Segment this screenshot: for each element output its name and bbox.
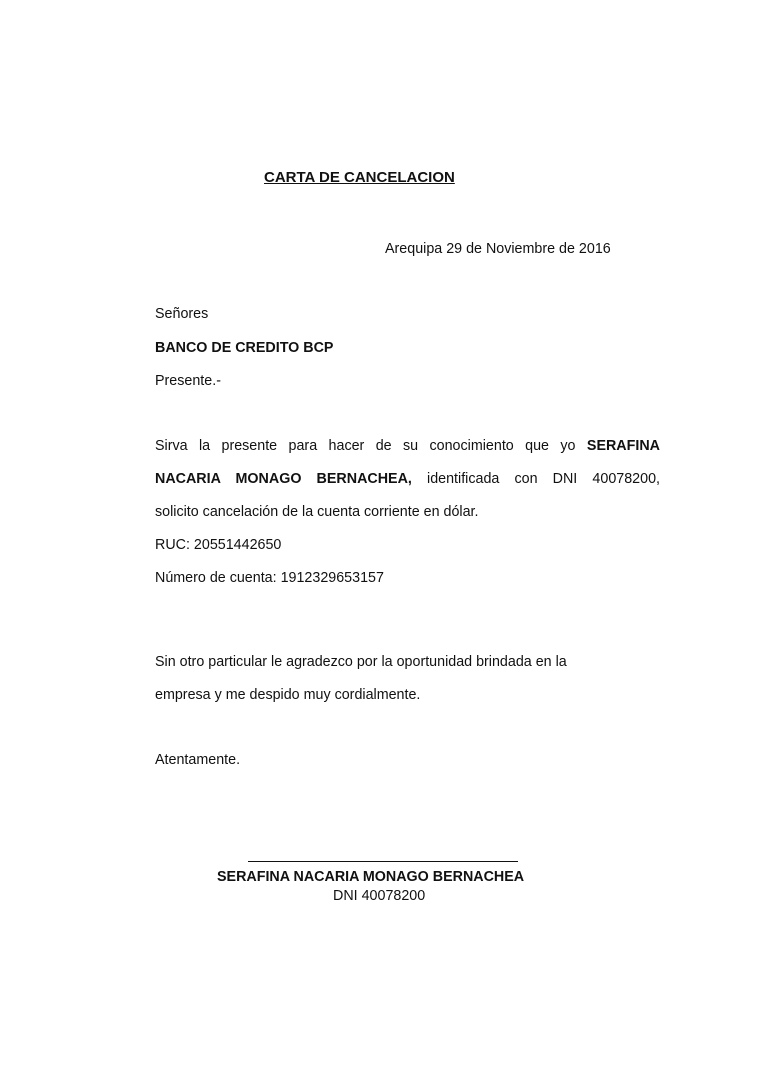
salutation: Señores <box>155 306 209 322</box>
signature-dni: DNI 40078200 <box>333 888 426 904</box>
regards: Atentamente. <box>155 752 241 768</box>
presente: Presente.- <box>155 373 221 389</box>
body-name-bold: NACARIA MONAGO BERNACHEA, <box>155 471 412 487</box>
recipient: BANCO DE CREDITO BCP <box>155 340 334 356</box>
body-line-2 <box>155 471 660 488</box>
closing-line-2: empresa y me despido muy cordialmente. <box>155 687 421 703</box>
body-line-3: solicito cancelación de la cuenta corriente en dólar. <box>155 504 479 520</box>
date-line: Arequipa 29 de Noviembre de 2016 <box>385 241 611 257</box>
signature-line <box>248 861 518 862</box>
body-text: identificada con DNI 40078200, <box>427 471 660 487</box>
body-line-1 <box>155 438 660 455</box>
body-text: Sirva la presente para hacer de su conocimiento que yo <box>155 438 576 454</box>
letter-title: CARTA DE CANCELACION <box>264 169 455 186</box>
ruc: RUC: 20551442650 <box>155 537 282 553</box>
body-name-bold: SERAFINA <box>586 438 660 454</box>
signature-name: SERAFINA NACARIA MONAGO BERNACHEA <box>217 869 525 885</box>
account-number: Número de cuenta: 1912329653157 <box>155 570 384 586</box>
closing-line-1: Sin otro particular le agradezco por la oportunidad brindada en la <box>155 654 567 670</box>
